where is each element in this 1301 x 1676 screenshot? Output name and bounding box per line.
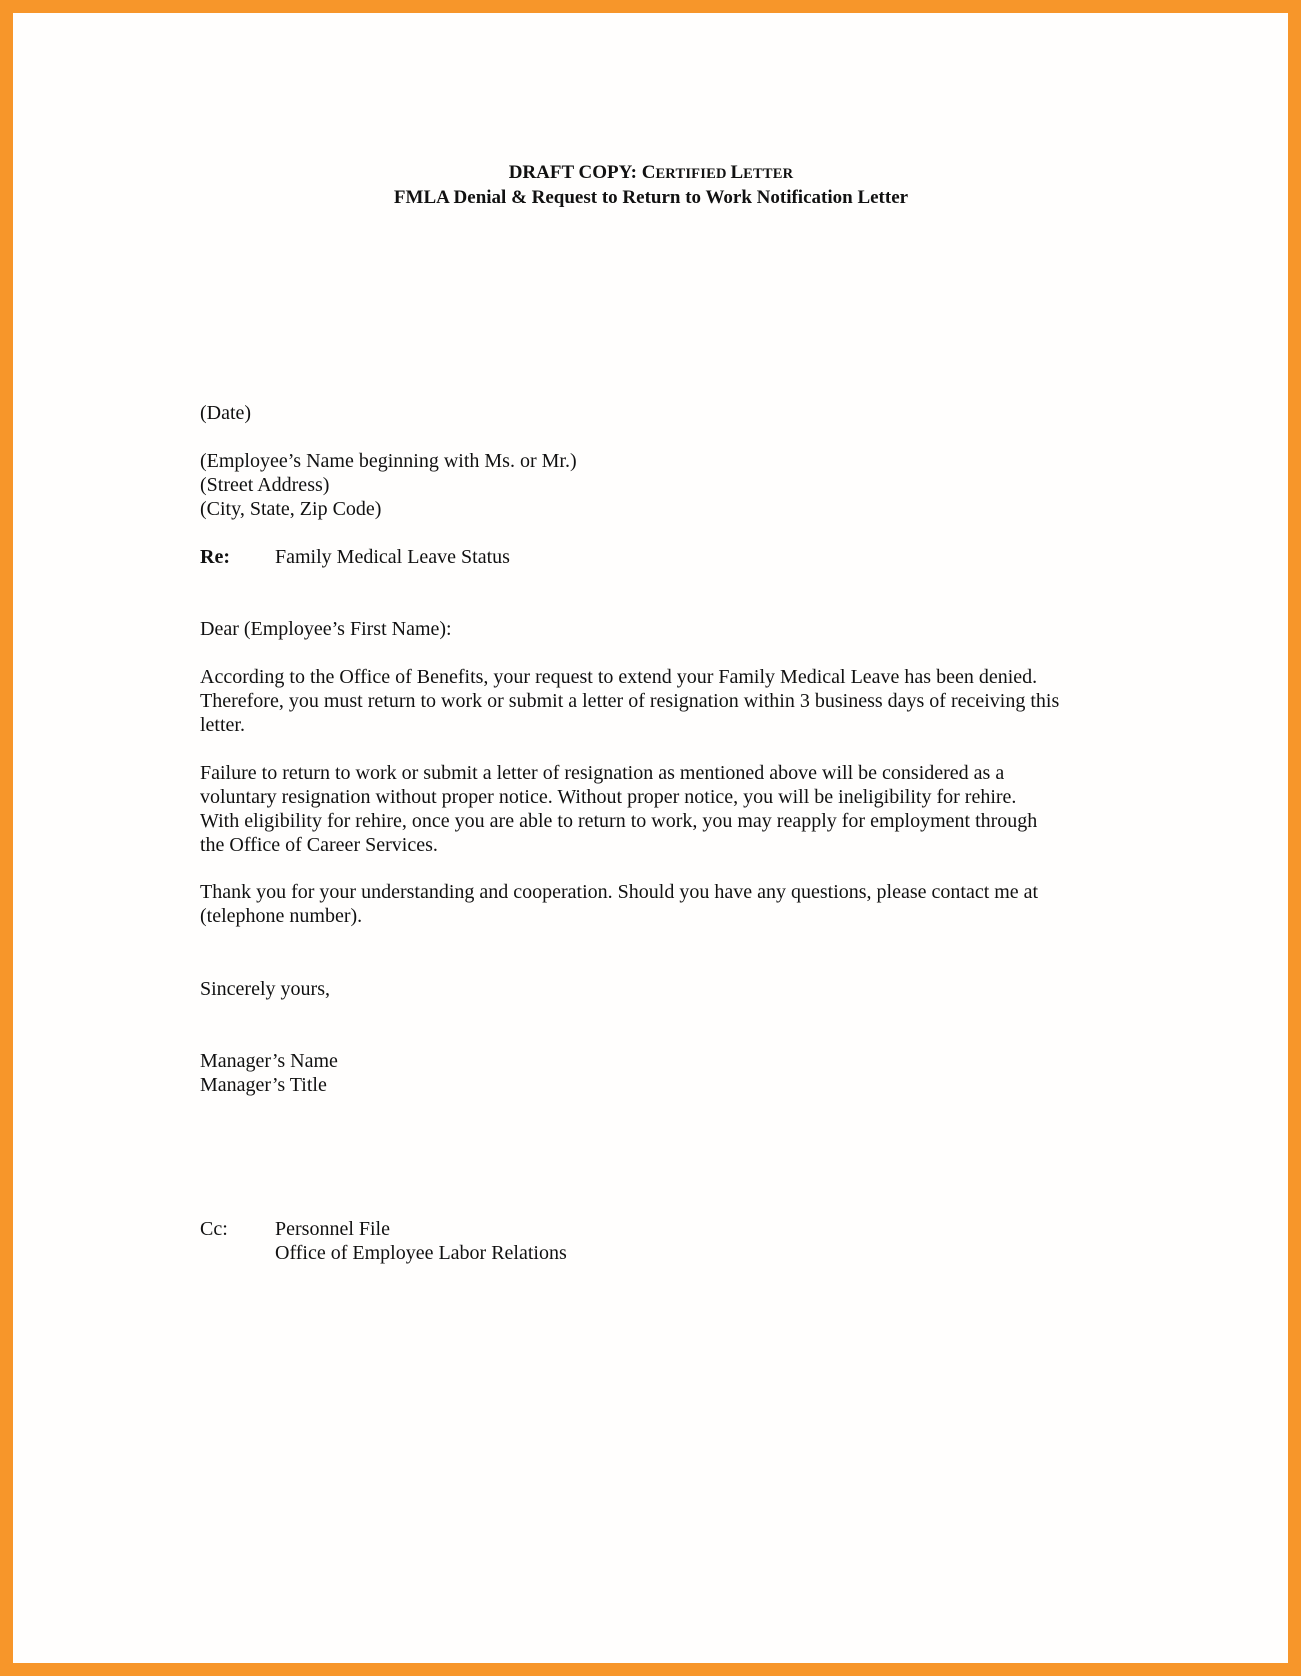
paragraph-1-line: letter. bbox=[200, 714, 245, 736]
paragraph-2-line: Failure to return to work or submit a letter of resignation as mentioned above will be considered as a bbox=[200, 762, 1005, 784]
salutation: Dear (Employee’s First Name): bbox=[200, 618, 452, 640]
signature-title: Manager’s Title bbox=[200, 1074, 327, 1096]
paragraph-2-line: voluntary resignation without proper notice. Without proper notice, you will be ineligibility for rehire. bbox=[200, 786, 1017, 808]
paragraph-3 bbox=[200, 880, 1105, 928]
paragraph-1-line: According to the Office of Benefits, your request to extend your Family Medical Leave has been denied. bbox=[200, 666, 1038, 688]
signature-name: Manager’s Name bbox=[200, 1050, 338, 1072]
cc-line-1 bbox=[200, 1217, 390, 1241]
cc-recipient: Personnel File bbox=[275, 1218, 390, 1240]
heading-certified-rest: ERTIFIED bbox=[655, 166, 731, 182]
heading-line-1 bbox=[200, 161, 1102, 186]
recipient-name: (Employee’s Name beginning with Ms. or Mr.) bbox=[200, 450, 577, 472]
re-line bbox=[200, 545, 510, 569]
cc-line-2 bbox=[200, 1241, 567, 1265]
paragraph-3-line: (telephone number). bbox=[200, 905, 363, 927]
heading-letter-initial: L bbox=[730, 162, 744, 183]
cc-recipient: Office of Employee Labor Relations bbox=[275, 1242, 567, 1264]
heading-certified-initial: C bbox=[641, 162, 656, 183]
heading-line-2: FMLA Denial & Request to Return to Work Notification Letter bbox=[393, 187, 909, 208]
cc-label: Cc: bbox=[200, 1218, 228, 1240]
re-subject: Family Medical Leave Status bbox=[275, 546, 510, 568]
paragraph-2 bbox=[200, 761, 1105, 857]
letter-heading bbox=[200, 161, 1102, 210]
paragraph-1-line: Therefore, you must return to work or submit a letter of resignation within 3 business days of receiving this bbox=[200, 690, 1060, 712]
paragraph-2-line: With eligibility for rehire, once you are able to return to work, you may reapply for employment through bbox=[200, 810, 1038, 832]
letter-page bbox=[200, 0, 1110, 1676]
recipient-street: (Street Address) bbox=[200, 474, 330, 496]
recipient-city: (City, State, Zip Code) bbox=[200, 498, 382, 520]
heading-prefix: DRAFT COPY: bbox=[508, 162, 642, 183]
paragraph-2-line: the Office of Career Services. bbox=[200, 834, 438, 856]
heading-letter-rest: ETTER bbox=[743, 166, 794, 182]
closing: Sincerely yours, bbox=[200, 978, 330, 1000]
letter-date: (Date) bbox=[200, 402, 252, 424]
re-label: Re: bbox=[200, 546, 230, 568]
paragraph-3-line: Thank you for your understanding and cooperation. Should you have any questions, please contact me at bbox=[200, 881, 1039, 903]
paragraph-1 bbox=[200, 665, 1105, 737]
